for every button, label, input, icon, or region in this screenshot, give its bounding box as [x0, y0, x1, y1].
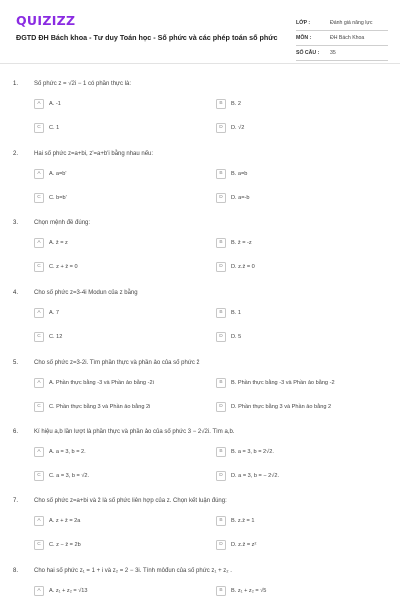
option-text: C. b=b' — [49, 194, 67, 201]
option-text: C. 1 — [49, 124, 60, 131]
option-text: D. Phần thực bằng 3 và Phần ảo bằng 2 — [231, 403, 332, 410]
option-c[interactable] — [34, 400, 150, 413]
option-letter-box: B — [216, 378, 226, 388]
meta-row-subject — [296, 31, 388, 46]
option-c[interactable] — [34, 260, 78, 273]
question-text: Cho hai số phức z₁ = 1 + i và z₂ = 2 − 3i. Tính môđun của số phức z₁ + z₂ . — [34, 568, 232, 574]
question-text: Hai số phức z=a+bi, z'=a+b'i bằng nhau nếu: — [34, 151, 154, 157]
option-text: C. Phần thực bằng 3 và Phần ảo bằng 2i — [49, 403, 151, 410]
option-text: A. a=b' — [49, 170, 67, 177]
option-text: B. z̄ = -z — [231, 239, 252, 246]
question-text: Số phức z = √2i − 1 có phần thực là: — [34, 81, 132, 87]
option-c[interactable] — [34, 469, 89, 482]
option-text: D. 5 — [231, 333, 242, 340]
option-d[interactable] — [216, 191, 250, 204]
option-text: D. z.z̄ = z² — [231, 541, 257, 548]
option-letter-box: C — [34, 262, 44, 272]
option-letter-box: A — [34, 586, 44, 596]
option-letter-box: B — [216, 586, 226, 596]
option-b[interactable] — [216, 97, 241, 110]
option-text: A. Phần thực bằng -3 và Phần ảo bằng -2i — [49, 379, 154, 386]
option-d[interactable] — [216, 121, 244, 134]
meta-info-table — [296, 16, 388, 61]
option-text: C. z − z̄ = 2b — [49, 541, 81, 548]
document-title: ĐGTD ĐH Bách khoa - Tư duy Toán học - Số phức và các phép toán số phức — [16, 33, 278, 42]
option-letter-box: B — [216, 99, 226, 109]
option-a[interactable] — [34, 167, 66, 180]
option-text: B. 1 — [231, 309, 241, 316]
option-text: A. z₁ + z₂ = √13 — [49, 587, 88, 594]
option-b[interactable] — [216, 445, 274, 458]
option-c[interactable] — [34, 538, 81, 551]
option-b[interactable] — [216, 306, 241, 319]
option-text: D. a = 3, b = − 2√2. — [231, 472, 280, 479]
question-text: Cho số phức z=a+bi và z̄ là số phức liên hợp của z. Chọn kết luận đúng: — [34, 498, 227, 504]
option-letter-box: A — [34, 99, 44, 109]
question-text: Chọn mệnh đề đúng: — [34, 220, 91, 226]
question-number: 1. — [13, 81, 19, 87]
option-c[interactable] — [34, 330, 62, 343]
option-text: B. z.z̄ = 1 — [231, 517, 255, 524]
option-a[interactable] — [34, 514, 80, 527]
meta-value: Đánh giá năng lực — [330, 20, 373, 26]
option-letter-box: D — [216, 193, 226, 203]
option-text: D. a=-b — [231, 194, 250, 201]
option-text: A. a = 3, b = 2. — [49, 448, 86, 455]
option-a[interactable] — [34, 584, 88, 597]
option-letter-box: A — [34, 169, 44, 179]
option-text: B. a=b — [231, 170, 248, 177]
question-text: Cho số phức z=3-2i. Tìm phần thực và phần ảo của số phức z̄ — [34, 360, 200, 366]
meta-row-question-count — [296, 46, 388, 61]
meta-key: SỐ CÂU : — [296, 50, 320, 56]
option-text: A. 7 — [49, 309, 59, 316]
header-divider — [0, 63, 400, 64]
option-letter-box: B — [216, 516, 226, 526]
question-number: 7. — [13, 498, 19, 504]
option-text: C. a = 3, b = √2. — [49, 472, 90, 479]
question-number: 6. — [13, 429, 19, 435]
option-letter-box: C — [34, 402, 44, 412]
question-number: 8. — [13, 568, 19, 574]
option-letter-box: C — [34, 540, 44, 550]
option-c[interactable] — [34, 121, 59, 134]
option-text: B. 2 — [231, 100, 241, 107]
question-text: Cho số phức z=3-4i Modun của z bằng — [34, 290, 138, 296]
meta-key: LỚP : — [296, 20, 311, 26]
option-text: A. z̄ = z — [49, 239, 68, 246]
option-letter-box: C — [34, 123, 44, 133]
option-a[interactable] — [34, 445, 86, 458]
question-number: 4. — [13, 290, 19, 296]
option-b[interactable] — [216, 514, 254, 527]
option-letter-box: A — [34, 238, 44, 248]
option-a[interactable] — [34, 97, 61, 110]
option-letter-box: A — [34, 516, 44, 526]
meta-value: 35 — [330, 50, 336, 56]
quizizz-logo: QUIZIZZ — [16, 13, 76, 28]
option-text: B. a = 3, b = 2√2. — [231, 448, 274, 455]
option-letter-box: A — [34, 308, 44, 318]
option-b[interactable] — [216, 236, 252, 249]
option-letter-box: A — [34, 378, 44, 388]
option-text: B. Phần thực bằng -3 và Phần ảo bằng -2 — [231, 379, 335, 386]
question-number: 5. — [13, 360, 19, 366]
option-b[interactable] — [216, 376, 335, 389]
option-text: D. z.z̄ = 0 — [231, 263, 255, 270]
option-letter-box: D — [216, 123, 226, 133]
option-letter-box: B — [216, 308, 226, 318]
option-a[interactable] — [34, 236, 68, 249]
option-letter-box: C — [34, 332, 44, 342]
option-d[interactable] — [216, 330, 241, 343]
option-text: C. z + z̄ = 0 — [49, 263, 78, 270]
option-text: A. -1 — [49, 100, 61, 107]
option-b[interactable] — [216, 584, 266, 597]
option-b[interactable] — [216, 167, 247, 180]
option-letter-box: D — [216, 402, 226, 412]
option-letter-box: C — [34, 471, 44, 481]
option-letter-box: B — [216, 169, 226, 179]
option-letter-box: D — [216, 262, 226, 272]
question-number: 3. — [13, 220, 19, 226]
option-d[interactable] — [216, 538, 256, 551]
option-a[interactable] — [34, 376, 154, 389]
option-letter-box: D — [216, 540, 226, 550]
option-letter-box: B — [216, 447, 226, 457]
option-letter-box: B — [216, 238, 226, 248]
option-letter-box: D — [216, 471, 226, 481]
option-text: C. 12 — [49, 333, 63, 340]
meta-value: ĐH Bách Khoa — [330, 35, 365, 41]
option-a[interactable] — [34, 306, 59, 319]
option-letter-box: C — [34, 193, 44, 203]
option-letter-box: A — [34, 447, 44, 457]
option-text: B. z₁ + z₂ = √5 — [231, 587, 267, 594]
question-number: 2. — [13, 151, 19, 157]
meta-row-class — [296, 16, 388, 31]
option-text: A. z + z̄ = 2a — [49, 517, 81, 524]
option-d[interactable] — [216, 260, 255, 273]
option-text: D. √2 — [231, 124, 245, 131]
option-d[interactable] — [216, 400, 331, 413]
option-letter-box: D — [216, 332, 226, 342]
option-d[interactable] — [216, 469, 279, 482]
question-text: Kí hiệu a,b lần lượt là phần thực và phần ảo của số phức 3 − 2√2i. Tìm a,b. — [34, 429, 235, 435]
meta-key: MÔN : — [296, 35, 312, 41]
option-c[interactable] — [34, 191, 67, 204]
